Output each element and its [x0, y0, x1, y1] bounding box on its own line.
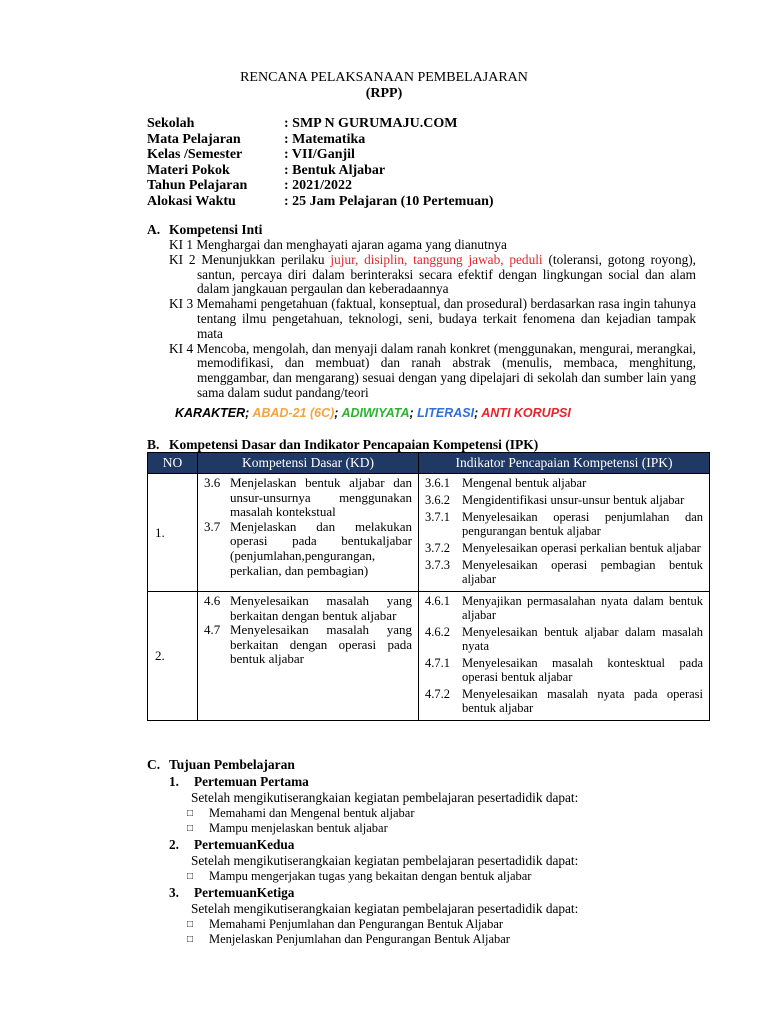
adiwiyata-label: ADIWIYATA [341, 406, 410, 420]
ipk-text: Menyelesaikan bentuk aljabar dalam masalah nyata [462, 625, 703, 653]
table-row [148, 474, 710, 592]
separator: ; [245, 406, 253, 420]
info-value: : 25 Jam Pelajaran (10 Pertemuan) [284, 193, 494, 209]
ipk-text: Menyelesaikan masalah kontesktual pada operasi bentuk aljabar [462, 656, 703, 684]
ipk-text: Menyelesaikan operasi perkalian bentuk aljabar [462, 541, 701, 555]
kd-number: 4.6 [204, 593, 221, 608]
ipk-number: 3.7.1 [425, 510, 450, 524]
list-item-text: Memahami Penjumlahan dan Pengurangan Bentuk Aljabar [209, 917, 504, 931]
ipk-item [425, 558, 703, 586]
antikorupsi-label: ANTI KORUPSI [481, 406, 571, 420]
ipk-text: Mengidentifikasi unsur-unsur bentuk aljabar [462, 493, 685, 507]
ki-1: KI 1 Menghargai dan menghayati ajaran agama yang dianutnya [169, 237, 507, 252]
ipk-text: Menyelesaikan masalah nyata pada operasi bentuk aljabar [462, 687, 703, 715]
header-no: NO [148, 453, 198, 474]
ipk-number: 4.7.2 [425, 687, 450, 701]
karakter-line [175, 406, 571, 420]
ipk-number: 3.7.3 [425, 558, 450, 572]
meeting-intro: Setelah mengikutiserangkaian kegiatan pembelajaran pesertadidik dapat: [191, 853, 579, 868]
section-title: Kompetensi Dasar dan Indikator Pencapaian Kompetensi (IPK) [169, 437, 539, 452]
ki-2-pre: KI 2 Menunjukkan perilaku [169, 251, 331, 267]
ipk-text: Mengenal bentuk aljabar [462, 476, 587, 490]
info-label: Tahun Pelajaran [147, 178, 248, 193]
info-value: : VII/Ganjil [284, 147, 355, 162]
list-item [187, 932, 707, 947]
kd-item [204, 476, 412, 520]
ipk-item [425, 687, 703, 715]
meeting-number: 2. [169, 837, 179, 852]
row-number: 2. [148, 592, 198, 721]
kd-cell [198, 474, 419, 592]
kd-number: 3.6 [204, 475, 221, 490]
section-b-heading [147, 437, 538, 453]
kd-ipk-table [147, 452, 710, 721]
list-item [187, 821, 707, 836]
meeting-title: Pertemuan Pertama [194, 774, 309, 789]
ipk-number: 3.6.1 [425, 476, 450, 490]
header-ipk: Indikator Pencapaian Kompetensi (IPK) [419, 453, 710, 474]
info-label: Alokasi Waktu [147, 193, 236, 209]
ipk-item [425, 656, 703, 684]
info-label: Sekolah [147, 116, 195, 131]
ipk-item [425, 541, 703, 555]
info-label: Mata Pelajaran [147, 131, 241, 147]
list-item [187, 917, 707, 932]
info-label: Kelas /Semester [147, 147, 243, 162]
kd-number: 4.7 [204, 622, 221, 638]
separator: ; [334, 406, 342, 420]
square-bullet-icon: □ [187, 934, 194, 945]
document-title: RENCANA PELAKSANAAN PEMBELAJARAN [240, 70, 528, 85]
table-row [148, 592, 710, 721]
meeting-title: PertemuanKetiga [194, 885, 295, 900]
ipk-item [425, 594, 703, 622]
kd-cell [198, 592, 419, 721]
ipk-number: 3.7.2 [425, 541, 450, 555]
kd-item [204, 594, 412, 623]
ki-2-highlight: jujur, disiplin, tanggung jawab, peduli [330, 251, 543, 267]
section-c-heading [147, 757, 707, 773]
kd-text: Menyelesaikan masalah yang berkaitan dengan bentuk aljabar [230, 593, 412, 623]
info-value: : Matematika [284, 131, 366, 147]
kd-text: Menyelesaikan masalah yang berkaitan dengan operasi pada bentuk aljabar [230, 622, 412, 667]
header-kd: Kompetensi Dasar (KD) [198, 453, 419, 474]
document-subtitle: (RPP) [365, 86, 403, 101]
info-label: Materi Pokok [147, 162, 230, 178]
info-value: : SMP N GURUMAJU.COM [284, 116, 458, 131]
section-a-heading [147, 222, 262, 238]
separator: ; [474, 406, 482, 420]
meeting-heading [169, 884, 707, 901]
ipk-item [425, 493, 703, 507]
karakter-label: KARAKTER [175, 406, 246, 420]
meeting-intro: Setelah mengikutiserangkaian kegiatan pembelajaran pesertadidik dapat: [191, 901, 579, 916]
section-letter: B. [147, 437, 160, 452]
ipk-cell [419, 592, 710, 721]
kd-item [204, 520, 412, 578]
list-item-text: Mampu menjelaskan bentuk aljabar [209, 821, 388, 835]
ipk-number: 4.7.1 [425, 656, 450, 670]
literasi-label: LITERASI [417, 406, 475, 420]
list-item [187, 869, 707, 884]
square-bullet-icon: □ [187, 919, 194, 930]
kd-text: Menjelaskan bentuk aljabar dan unsur-unsurnya menggunakan masalah kontekstual [230, 475, 412, 520]
square-bullet-icon: □ [187, 823, 194, 834]
meeting-intro: Setelah mengikutiserangkaian kegiatan pembelajaran pesertadidik dapat: [191, 790, 579, 805]
ki-4: KI 4 Mencoba, mengolah, dan menyaji dalam ranah konkret (menggunakan, mengurai, merangkai, memodifikasi, dan membuat) dan ranah abstrak (menulis, membaca, menghitung, menggambar, dan mengarang) sesuai dengan yang dipelajari di sekolah dan sumber lain yang sama dalam sudut pandang/teori [169, 340, 696, 400]
abad21-label: ABAD-21 (6C) [252, 406, 335, 420]
section-title: Tujuan Pembelajaran [169, 757, 295, 772]
ipk-number: 3.6.2 [425, 493, 450, 507]
kompetensi-inti-list [169, 238, 696, 401]
list-item-text: Mampu mengerjakan tugas yang bekaitan dengan bentuk aljabar [209, 869, 532, 883]
ipk-number: 4.6.1 [425, 594, 450, 608]
section-title: Kompetensi Inti [169, 222, 263, 237]
ipk-item [425, 625, 703, 653]
square-bullet-icon: □ [187, 808, 194, 819]
meeting-number: 1. [169, 774, 179, 789]
ki-2-post: (toleransi, gotong royong), santun, percaya diri dalam berinteraksi secara efektif dengan lingkungan social dan alam dalam jangkauan pergaulan dan keberadaannya [197, 251, 696, 297]
kd-text: Menjelaskan dan melakukan operasi pada bentukaljabar (penjumlahan,pengurangan, perkalian, dan pembagian) [230, 518, 412, 578]
kd-item [204, 623, 412, 667]
info-value: : Bentuk Aljabar [284, 162, 386, 178]
info-value: : 2021/2022 [284, 178, 353, 193]
ipk-number: 4.6.2 [425, 625, 450, 639]
table-header-row [148, 453, 710, 474]
list-item-text: Menjelaskan Penjumlahan dan Pengurangan Bentuk Aljabar [209, 932, 510, 946]
meeting-heading [169, 773, 707, 790]
tujuan-section [147, 757, 707, 947]
section-letter: C. [147, 757, 161, 772]
ki-2 [169, 253, 696, 297]
meeting-heading [169, 836, 707, 853]
ki-3: KI 3 Memahami pengetahuan (faktual, konseptual, dan prosedural) berdasarkan rasa ingin tahunya tentang ilmu pengetahuan, teknologi, seni, budaya terkait fenomena dan kejadian tampak mata [169, 296, 696, 341]
kd-number: 3.7 [204, 518, 221, 534]
row-number: 1. [148, 474, 198, 592]
ipk-item [425, 510, 703, 538]
ipk-text: Menyajikan permasalahan nyata dalam bentuk aljabar [462, 594, 703, 622]
list-item-text: Memahami dan Mengenal bentuk aljabar [209, 806, 415, 820]
square-bullet-icon: □ [187, 871, 194, 882]
meeting-title: PertemuanKedua [194, 837, 295, 852]
ipk-item [425, 476, 703, 490]
list-item [187, 806, 707, 821]
meeting-number: 3. [169, 885, 179, 900]
ipk-text: Menyelesaikan operasi pembagian bentuk aljabar [462, 558, 703, 586]
section-letter: A. [147, 222, 161, 237]
separator: ; [409, 406, 418, 420]
ipk-text: Menyelesaikan operasi penjumlahan dan pengurangan bentuk aljabar [462, 510, 703, 538]
ipk-cell [419, 474, 710, 592]
